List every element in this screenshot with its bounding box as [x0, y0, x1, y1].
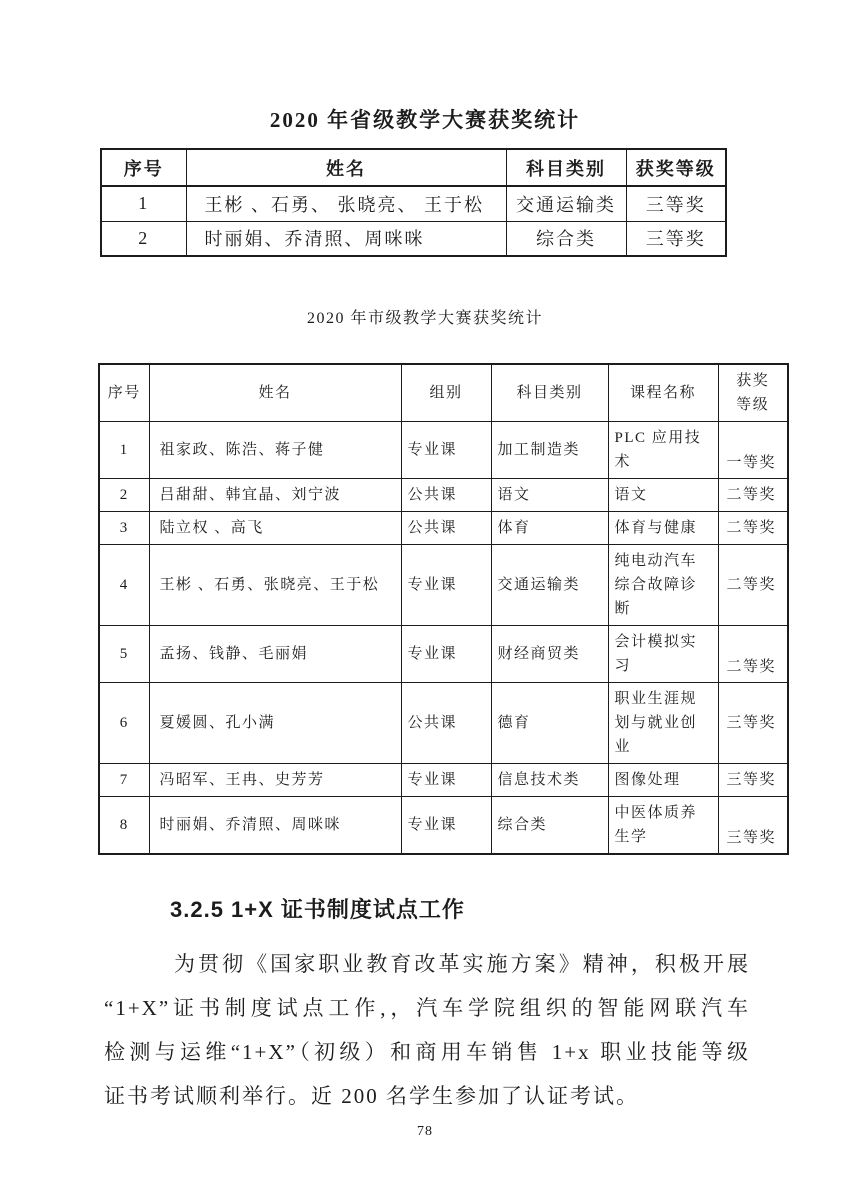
- header-names: 姓名: [186, 149, 506, 186]
- cell-award: 三等奖: [718, 797, 788, 855]
- cell-award: 二等奖: [718, 512, 788, 545]
- cell-names: 孟扬、钱静、毛丽娟: [149, 626, 401, 683]
- cell-group: 公共课: [401, 683, 491, 764]
- paragraph-line: 检测与运维“1+X”（初级）和商用车销售 1+x 职业技能等级: [104, 1040, 750, 1064]
- cell-serial: 2: [101, 221, 186, 256]
- table-row: [99, 764, 788, 797]
- header-names: 姓名: [149, 364, 401, 422]
- cell-course: 图像处理: [608, 764, 718, 797]
- cell-course: 会计模拟实习: [608, 626, 718, 683]
- cell-award: 二等奖: [718, 626, 788, 683]
- header-subject: 科目类别: [506, 149, 626, 186]
- header-award: 获奖等级: [626, 149, 726, 186]
- section-heading: 3.2.5 1+X 证书制度试点工作: [170, 897, 465, 922]
- cell-serial: 6: [99, 683, 149, 764]
- cell-serial: 2: [99, 479, 149, 512]
- cell-award: 二等奖: [718, 479, 788, 512]
- section-paragraph: [104, 942, 750, 1118]
- table-row: [99, 626, 788, 683]
- table-row: [101, 186, 726, 221]
- cell-award: 一等奖: [718, 422, 788, 479]
- cell-subject: 交通运输类: [491, 545, 608, 626]
- cell-serial: 7: [99, 764, 149, 797]
- page-number: 78: [417, 1124, 433, 1139]
- cell-award: 三等奖: [718, 764, 788, 797]
- cell-course: 纯电动汽车综合故障诊断: [608, 545, 718, 626]
- table-row: [99, 683, 788, 764]
- cell-subject: 综合类: [506, 221, 626, 256]
- cell-subject: 加工制造类: [491, 422, 608, 479]
- cell-course: PLC 应用技术: [608, 422, 718, 479]
- cell-names: 时丽娟、乔清照、周咪咪: [186, 221, 506, 256]
- paragraph-line: 为贯彻《国家职业教育改革实施方案》精神，积极开展: [174, 952, 750, 976]
- provincial-table-title: 2020 年省级教学大赛获奖统计: [269, 108, 581, 132]
- cell-course: 中医体质养生学: [608, 797, 718, 855]
- municipal-table-title: 2020 年市级教学大赛获奖统计: [306, 310, 543, 327]
- table-row: [101, 221, 726, 256]
- cell-serial: 1: [101, 186, 186, 221]
- cell-course: 体育与健康: [608, 512, 718, 545]
- cell-group: 专业课: [401, 797, 491, 855]
- cell-award: 二等奖: [718, 545, 788, 626]
- cell-subject: 语文: [491, 479, 608, 512]
- cell-serial: 5: [99, 626, 149, 683]
- header-serial: 序号: [101, 149, 186, 186]
- cell-group: 专业课: [401, 545, 491, 626]
- header-award: 获奖等级: [718, 364, 788, 422]
- cell-award: 三等奖: [626, 186, 726, 221]
- cell-course: 职业生涯规划与就业创业: [608, 683, 718, 764]
- cell-subject: 德育: [491, 683, 608, 764]
- municipal-awards-table: [98, 363, 789, 855]
- header-course: 课程名称: [608, 364, 718, 422]
- cell-subject: 综合类: [491, 797, 608, 855]
- table-row: [99, 479, 788, 512]
- cell-serial: 8: [99, 797, 149, 855]
- cell-subject: 财经商贸类: [491, 626, 608, 683]
- cell-group: 公共课: [401, 512, 491, 545]
- table-header-row: [99, 364, 788, 422]
- cell-names: 陆立权 、高飞: [149, 512, 401, 545]
- cell-names: 王彬 、石勇、张晓亮、王于松: [149, 545, 401, 626]
- cell-names: 王彬 、石勇、 张晓亮、 王于松: [186, 186, 506, 221]
- table-row: [99, 545, 788, 626]
- header-serial: 序号: [99, 364, 149, 422]
- cell-group: 专业课: [401, 422, 491, 479]
- cell-serial: 3: [99, 512, 149, 545]
- table-row: [99, 797, 788, 855]
- cell-names: 冯昭军、王冉、史芳芳: [149, 764, 401, 797]
- table-row: [99, 512, 788, 545]
- cell-award: 三等奖: [718, 683, 788, 764]
- cell-serial: 4: [99, 545, 149, 626]
- paragraph-line: “1+X”证书制度试点工作,，汽车学院组织的智能网联汽车: [104, 996, 750, 1020]
- cell-award: 三等奖: [626, 221, 726, 256]
- header-subject: 科目类别: [491, 364, 608, 422]
- table-row: [99, 422, 788, 479]
- cell-subject: 体育: [491, 512, 608, 545]
- cell-names: 祖家政、陈浩、蒋子健: [149, 422, 401, 479]
- cell-group: 公共课: [401, 479, 491, 512]
- table-header-row: [101, 149, 726, 186]
- cell-course: 语文: [608, 479, 718, 512]
- paragraph-line: 证书考试顺利举行。近 200 名学生参加了认证考试。: [104, 1084, 639, 1108]
- cell-group: 专业课: [401, 626, 491, 683]
- cell-group: 专业课: [401, 764, 491, 797]
- cell-names: 夏媛圆、孔小满: [149, 683, 401, 764]
- cell-names: 时丽娟、乔清照、周咪咪: [149, 797, 401, 855]
- cell-names: 吕甜甜、韩宜晶、刘宁波: [149, 479, 401, 512]
- provincial-awards-table: [100, 148, 727, 257]
- cell-serial: 1: [99, 422, 149, 479]
- cell-subject: 交通运输类: [506, 186, 626, 221]
- header-group: 组别: [401, 364, 491, 422]
- cell-subject: 信息技术类: [491, 764, 608, 797]
